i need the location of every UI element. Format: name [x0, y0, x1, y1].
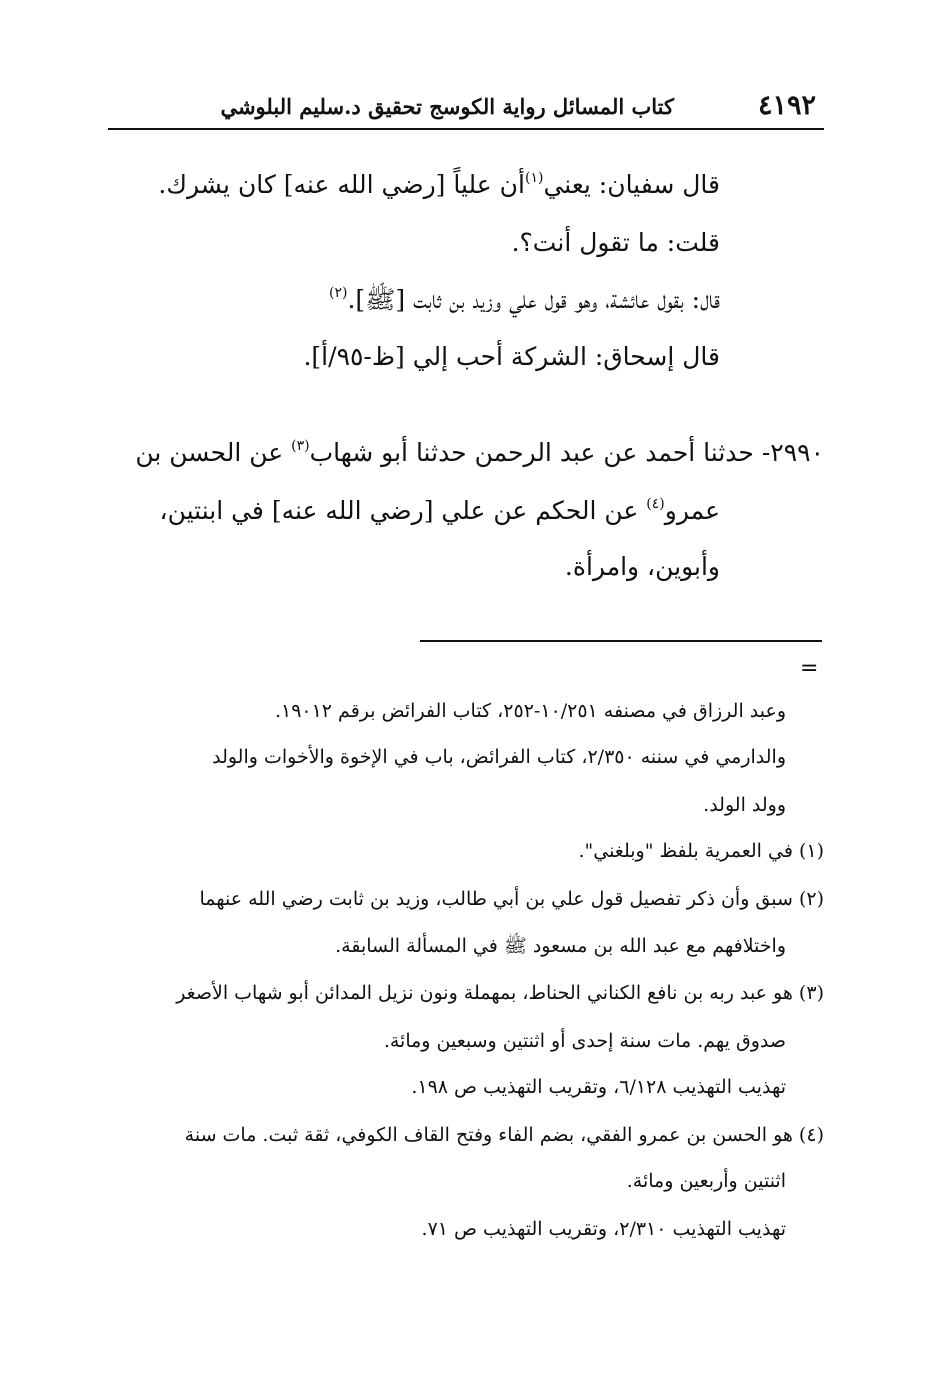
- footnote-line: (٣) هو عبد ربه بن نافع الكناني الحناط، بمهملة ونون نزيل المدائن أبو شهاب الأصغر: [176, 982, 824, 1004]
- hadith-number: ٢٩٩٠-: [753, 438, 824, 467]
- footnote-separator: [420, 640, 822, 642]
- footnote-ref: (٤): [646, 496, 665, 512]
- footnote-line: تهذيب التهذيب ٢/٣١٠، وتقريب التهذيب ص ٧١.: [421, 1218, 786, 1240]
- page-header: [108, 86, 824, 126]
- footnote-ref: (١): [524, 170, 544, 186]
- footnote-line: واختلافهم مع عبد الله بن مسعود ﷺ في المسألة السابقة.: [335, 935, 786, 957]
- text-line: قال: بقول عائشة، وهو قول علي وزيد بن ثابت [ﷺ].$^{(٢)}$: [329, 285, 720, 314]
- footnote-ref: (٢): [329, 285, 348, 301]
- footnote-line: اثنتين وأربعين ومائة.: [626, 1170, 786, 1192]
- footnote-line: وولد الولد.: [703, 794, 786, 816]
- honorific-glyph: ﷺ: [365, 285, 396, 314]
- footnote-ref: (٣): [291, 438, 310, 454]
- text-line: قلت: ما تقول أنت؟.: [511, 228, 720, 257]
- text-line: عمرو$^{(٤)}$ عن الحكم عن علي [رضي الله عنه] في ابنتين،: [159, 496, 720, 525]
- text-line: قال إسحاق: الشركة أحب إلي [ظ-٩٥/أ].: [303, 342, 720, 371]
- footnote-line: (٤) هو الحسن بن عمرو الفقي، بضم الفاء وفتح القاف الكوفي، ثقة ثبت. مات سنة: [184, 1124, 824, 1146]
- page-number: ٤١٩٢: [757, 90, 816, 121]
- text-line: وأبوين، وامرأة.: [564, 552, 720, 581]
- running-title: كتاب المسائل رواية الكوسج تحقيق د.سليم البلوشي: [220, 94, 674, 119]
- text-line: قال سفيان: يعني$^{(١)}$أن علياً [رضي الله عنه] كان يشرك.: [158, 170, 720, 199]
- footnote-line: وعبد الرزاق في مصنفه ١٠/٢٥١-٢٥٢، كتاب الفرائض برقم ١٩٠١٢.: [274, 700, 786, 722]
- footnote-line: (٢) سبق وأن ذكر تفصيل قول علي بن أبي طالب، وزيد بن ثابت رضي الله عنهما: [199, 888, 824, 910]
- footnote-line: والدارمي في سننه ٢/٣٥٠، كتاب الفرائض، باب في الإخوة والأخوات والولد: [212, 746, 786, 768]
- footnote-line: (١) في العمرية بلفظ "وبلغني".: [578, 840, 824, 862]
- footnote-line: صدوق يهم. مات سنة إحدى أو اثنتين وسبعين ومائة.: [383, 1030, 786, 1052]
- footnote-line: تهذيب التهذيب ٦/١٢٨، وتقريب التهذيب ص ١٩٨.: [411, 1076, 786, 1098]
- text-line: ٢٩٩٠- حدثنا أحمد عن عبد الرحمن حدثنا أبو شهاب$^{(٣)}$ عن الحسن بن: [135, 438, 824, 467]
- continuation-marker: =: [800, 656, 819, 681]
- header-rule: [108, 128, 824, 130]
